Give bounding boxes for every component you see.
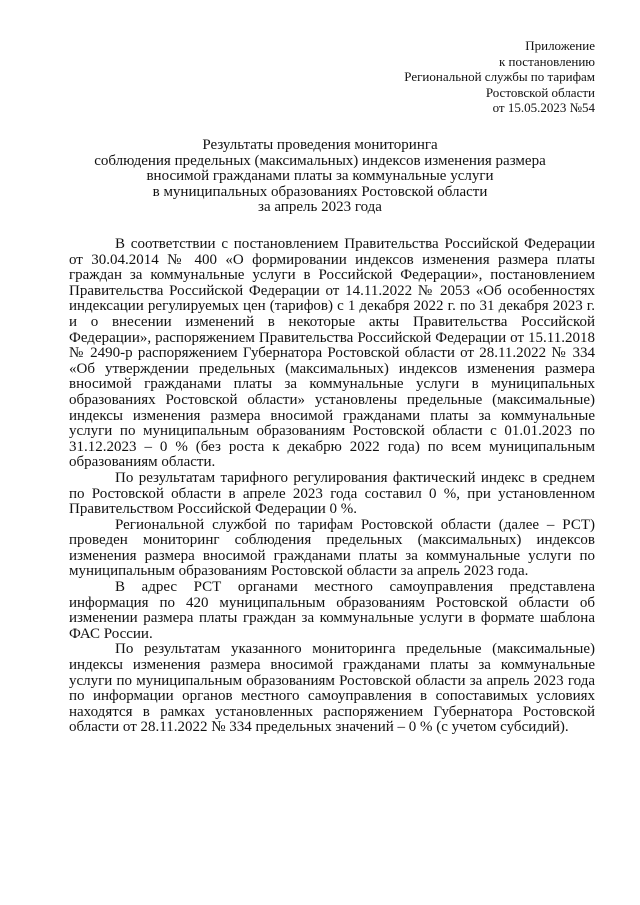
title-line: в муниципальных образованиях Ростовской области [152, 183, 488, 200]
document-title [0, 138, 640, 216]
title-line: за апрель 2023 года [258, 199, 382, 215]
appendix-line: от 15.05.2023 №54 [492, 100, 595, 116]
body-paragraph: Региональной службой по тарифам Ростовской области (далее – РСТ) проведен мониторинг соблюдения предельных (максимальных) индексов изменения размера вносимой гражданами платы за коммунальные услуги по муниципальным образованиям Ростовской области за апрель 2023 года. [69, 516, 595, 580]
appendix-line: Региональной службы по тарифам [404, 69, 595, 85]
body-paragraph: В соответствии с постановлением Правительства Российской Федерации от 30.04.2014 № 400 «О формировании индексов изменения размера платы граждан за коммунальные услуги в Российской Федерации», постановлением Правительства Российской Федерации от 14.11.2022 № 2053 «Об особенностях индексации регулируемых цен (тарифов) с 1 декабря 2022 г. по 31 декабря 2023 г. и о внесении изменений в некоторые акты Правительства Российской Федерации», распоряжением Правительства Российской Федерации от 15.11.2018 № 2490-р распоряжением Губернатора Ростовской области от 28.11.2022 № 334 «Об утверждении предельных (максимальных) индексов изменения размера вносимой гражданами платы за коммунальные услуги в муниципальных образованиях Ростовской области» установлены предельные (максимальные) индексы изменения размера вносимой гражданами платы за коммунальные услуги по муниципальным образованиям Ростовской области с 01.01.2023 по 31.12.2023 – 0 % (без роста к декабрю 2022 года) по всем муниципальным образованиям области. [69, 236, 595, 471]
title-line: соблюдения предельных (максимальных) индексов изменения размера [94, 152, 546, 169]
body-paragraph: По результатам тарифного регулирования фактический индекс в среднем по Ростовской области в апреле 2023 года составил 0 %, при установленном Правительством Российской Федерации 0 %. [69, 469, 595, 518]
title-line: Результаты проведения мониторинга [202, 137, 438, 153]
body-paragraph: По результатам указанного мониторинга предельные (максимальные) индексы изменения размера вносимой гражданами платы за коммунальные услуги по муниципальным образованиям Ростовской области за апрель 2023 года по информации органов местного самоуправления в сопоставимых условиях находятся в рамках установленных распоряжением Губернатора Ростовской области от 28.11.2022 № 334 предельных значений – 0 % (с учетом субсидий). [69, 641, 595, 736]
appendix-line: Ростовской области [485, 84, 595, 100]
appendix-line: Приложение [525, 38, 595, 53]
appendix-line: к постановлению [498, 53, 595, 69]
appendix-block [404, 38, 595, 116]
body-paragraph: В адрес РСТ органами местного самоуправления представлена информация по 420 муниципальным образованиям Ростовской области об изменении размера платы граждан за коммунальные услуги в формате шаблона ФАС России. [69, 579, 595, 642]
document-body [69, 237, 595, 736]
title-line: вносимой гражданами платы за коммунальные услуги [146, 168, 494, 184]
